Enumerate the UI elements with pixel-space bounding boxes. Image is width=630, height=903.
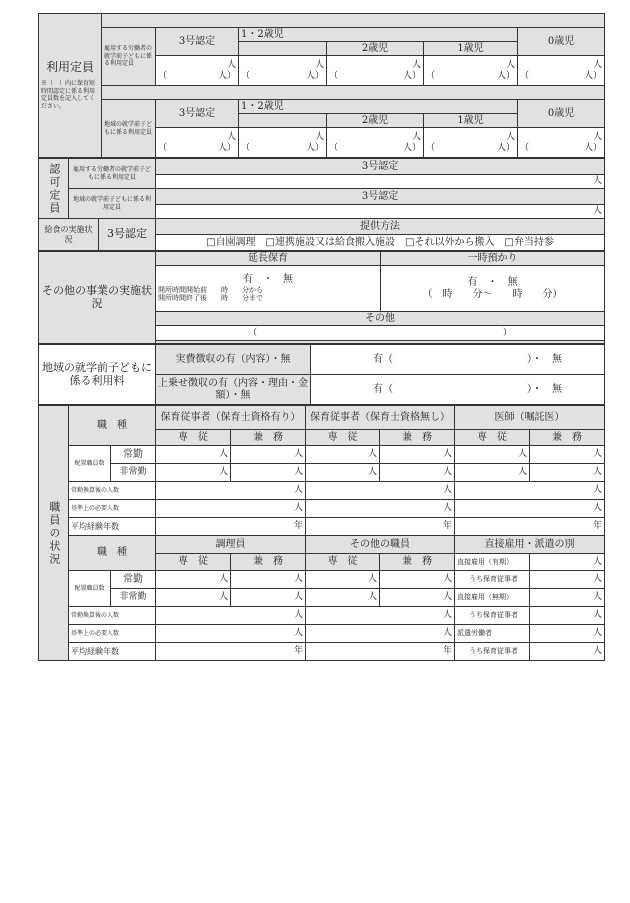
required-label-1: 基準上の必要人数	[69, 500, 156, 518]
d-con-ft[interactable]: 人	[530, 446, 605, 464]
employee-age12: 1・2歳児	[239, 28, 518, 42]
u-ded-ft[interactable]: 人	[306, 446, 380, 464]
fees-actual-label: 実費徴収の有（内容）・無	[156, 345, 311, 375]
meals-cert3: 3号認定	[99, 219, 156, 251]
other-dedicated: 専 従	[306, 554, 380, 571]
meals-options[interactable]: □自園調理 □連携施設又は給食搬入施設 □それ以外から搬入 □弁当持参	[156, 235, 605, 251]
cook-ded-ft[interactable]: 人	[156, 571, 231, 589]
employee-age1: 1歳児	[424, 42, 518, 56]
q-con-pt[interactable]: 人	[231, 464, 306, 482]
approved-meals-table	[38, 158, 605, 251]
approved-title: 認可定員	[39, 159, 69, 219]
temp-yes-no[interactable]: 有 ・ 無	[467, 277, 518, 288]
other-con-ft[interactable]: 人	[380, 571, 455, 589]
other-header: その他	[156, 312, 605, 326]
community-age12-count[interactable]: 人 （ 人）	[239, 128, 327, 158]
community-age0: 0歳児	[518, 100, 605, 128]
fees-extra-label: 上乗せ徴収の有（内容・理由・金額）・無	[156, 375, 311, 405]
approved-employee-label: 雇用する労働者の就学前子どもに係る利用定員	[69, 159, 156, 189]
capacity-top-band	[102, 14, 605, 28]
cook-con-pt[interactable]: 人	[231, 589, 306, 607]
cook-required[interactable]: 人	[156, 625, 306, 643]
other-con-pt[interactable]: 人	[380, 589, 455, 607]
direct-open-nursery-label: うち保育従事者	[455, 607, 530, 625]
cook-con-ft[interactable]: 人	[231, 571, 306, 589]
other-avg-years[interactable]: 年	[306, 643, 455, 661]
other-business-table	[38, 251, 605, 344]
u-con-pt[interactable]: 人	[380, 464, 455, 482]
other-content[interactable]: （ ）	[156, 326, 605, 341]
approved-community-cert3: 3号認定	[156, 189, 605, 205]
employee-age12-count[interactable]: 人 （ 人）	[239, 56, 327, 86]
converted-label-1: 常勤換算後の人数	[69, 482, 156, 500]
u-avg-years[interactable]: 年	[306, 518, 455, 536]
fulltime-label-1: 常勤	[111, 446, 156, 464]
staff-doctor: 医師（嘱託医）	[455, 406, 605, 430]
staff-table	[38, 405, 605, 661]
u-ded-pt[interactable]: 人	[306, 464, 380, 482]
d-avg-years[interactable]: 年	[455, 518, 605, 536]
direct-open-nursery-count[interactable]: 人	[530, 607, 605, 625]
extended-yes-no[interactable]: 有 ・ 無	[243, 274, 293, 285]
q-con-ft[interactable]: 人	[231, 446, 306, 464]
employee-age12-blank	[239, 42, 327, 56]
extended-care-cell[interactable]	[156, 266, 381, 312]
capacity-note: ※（ ）内に保育短時間認定に係る利用定員数を記入してください。	[41, 80, 96, 110]
staff-title: 職員の状況	[39, 406, 69, 661]
dispatched-nursery-count[interactable]: 人	[530, 643, 605, 661]
community-age12-blank	[239, 114, 327, 128]
fees-table	[38, 344, 605, 405]
direct-open-label: 直接雇用（無期）	[455, 589, 530, 607]
qualified-dedicated: 専 従	[156, 430, 231, 446]
staff-jobtype-1: 職 種	[69, 406, 156, 446]
community-age12: 1・2歳児	[239, 100, 518, 114]
u-con-ft[interactable]: 人	[380, 446, 455, 464]
approved-employee-cert3: 3号認定	[156, 159, 605, 175]
staff-cook: 調理員	[156, 536, 306, 554]
capacity-title: 利用定員	[45, 59, 94, 74]
d-ded-pt[interactable]: 人	[455, 464, 530, 482]
u-required[interactable]: 人	[306, 500, 455, 518]
doctor-dedicated: 専 従	[455, 430, 530, 446]
d-converted[interactable]: 人	[455, 482, 605, 500]
cook-converted[interactable]: 人	[156, 607, 306, 625]
community-age1: 1歳児	[424, 114, 518, 128]
capacity-table	[38, 13, 605, 158]
extended-open-time[interactable]: 開所時間開始前 時 分から	[158, 285, 263, 294]
direct-fixed-label: 直接雇用（有期）	[455, 554, 530, 571]
employee-capacity-label: 雇用する労働者の就学前子どもに係る利用定員	[102, 28, 156, 86]
community-age0-count[interactable]: 人 （ 人）	[518, 128, 605, 158]
employee-age0-count[interactable]: 人 （ 人）	[518, 56, 605, 86]
employee-age2-count[interactable]: 人 （ 人）	[327, 56, 424, 86]
form-document	[38, 13, 604, 661]
cook-ded-pt[interactable]: 人	[156, 589, 231, 607]
employee-age0: 0歳児	[518, 28, 605, 56]
other-converted[interactable]: 人	[306, 607, 455, 625]
q-avg-years[interactable]: 年	[156, 518, 306, 536]
community-capacity-label: 地域の就学前子どもに係る利用定員	[102, 100, 156, 158]
fees-actual-value[interactable]: 有（ ）・ 無	[311, 345, 605, 375]
other-ded-pt[interactable]: 人	[306, 589, 380, 607]
parttime-label-1: 非常勤	[111, 464, 156, 482]
cook-dedicated: 専 従	[156, 554, 231, 571]
community-cert3: 3号認定	[156, 100, 239, 128]
temp-care-header: 一時預かり	[381, 252, 605, 266]
q-converted[interactable]: 人	[156, 482, 306, 500]
avg-years-label-1: 平均経験年数	[69, 518, 156, 536]
staff-nursery-qualified: 保育従事者（保育士資格有り）	[156, 406, 306, 430]
employee-cert3-count[interactable]: 人 （ 人）	[156, 56, 239, 86]
other-concurrent: 兼 務	[380, 554, 455, 571]
direct-fixed-count[interactable]: 人	[530, 554, 605, 571]
cook-concurrent: 兼 務	[231, 554, 306, 571]
employee-age2: 2歳児	[327, 42, 424, 56]
other-ded-ft[interactable]: 人	[306, 571, 380, 589]
extended-care-header: 延長保育	[156, 252, 381, 266]
capacity-mid-band	[102, 86, 605, 100]
u-converted[interactable]: 人	[306, 482, 455, 500]
staff-jobtype-2: 職 種	[69, 536, 156, 571]
direct-open-count[interactable]: 人	[530, 589, 605, 607]
temp-time[interactable]: （ 時 分〜 時 分）	[422, 288, 563, 300]
required-label-2: 基準上の必要人数	[69, 625, 156, 643]
q-ded-pt[interactable]: 人	[156, 464, 231, 482]
approved-community-count[interactable]: 人	[156, 205, 605, 219]
placement-label-2: 配置職員数	[69, 571, 111, 607]
other-business-title: その他の事業の実施状況	[39, 252, 156, 344]
dispatched-count[interactable]: 人	[530, 625, 605, 643]
staff-employment-type: 直接雇用・派遣の別	[455, 536, 605, 554]
d-con-pt[interactable]: 人	[530, 464, 605, 482]
community-age2: 2歳児	[327, 114, 424, 128]
fees-title: 地域の就学前子どもに係る利用料	[39, 345, 156, 405]
capacity-section	[39, 14, 102, 158]
unqualified-concurrent: 兼 務	[380, 430, 455, 446]
parttime-label-2: 非常勤	[111, 589, 156, 607]
q-ded-ft[interactable]: 人	[156, 446, 231, 464]
d-ded-ft[interactable]: 人	[455, 446, 530, 464]
extended-close-time[interactable]: 開所時間終了後 時 分まで	[158, 294, 263, 303]
community-age1-count[interactable]: 人 （ 人）	[424, 128, 518, 158]
fulltime-label-2: 常勤	[111, 571, 156, 589]
qualified-concurrent: 兼 務	[231, 430, 306, 446]
employee-cert3: 3号認定	[156, 28, 239, 56]
community-age2-count[interactable]: 人 （ 人）	[327, 128, 424, 158]
dispatched-nursery-label: うち保育従事者	[455, 643, 530, 661]
placement-label-1: 配置職員数	[69, 446, 111, 482]
meals-method-header: 提供方法	[156, 219, 605, 235]
doctor-concurrent: 兼 務	[530, 430, 605, 446]
employee-age1-count[interactable]: 人 （ 人）	[424, 56, 518, 86]
dispatched-label: 派遣労働者	[455, 625, 530, 643]
community-cert3-count[interactable]: 人 （ 人）	[156, 128, 239, 158]
converted-label-2: 常勤換算後の人数	[69, 607, 156, 625]
q-required[interactable]: 人	[156, 500, 306, 518]
staff-other: その他の職員	[306, 536, 455, 554]
avg-years-label-2: 平均経験年数	[69, 643, 156, 661]
unqualified-dedicated: 専 従	[306, 430, 380, 446]
cook-avg-years[interactable]: 年	[156, 643, 306, 661]
approved-employee-count[interactable]: 人	[156, 175, 605, 189]
fees-extra-value[interactable]: 有（ ）・ 無	[311, 375, 605, 405]
approved-community-label: 地域の就学前子どもに係る利用定員	[69, 189, 156, 219]
direct-fixed-nursery-label: うち保育従事者	[455, 571, 530, 589]
meals-title: 給食の実施状況	[39, 219, 99, 251]
direct-fixed-nursery-count[interactable]: 人	[530, 571, 605, 589]
temp-care-cell[interactable]	[381, 266, 605, 312]
d-required[interactable]: 人	[455, 500, 605, 518]
staff-nursery-unqualified: 保育従事者（保育士資格無し）	[306, 406, 455, 430]
other-required[interactable]: 人	[306, 625, 455, 643]
